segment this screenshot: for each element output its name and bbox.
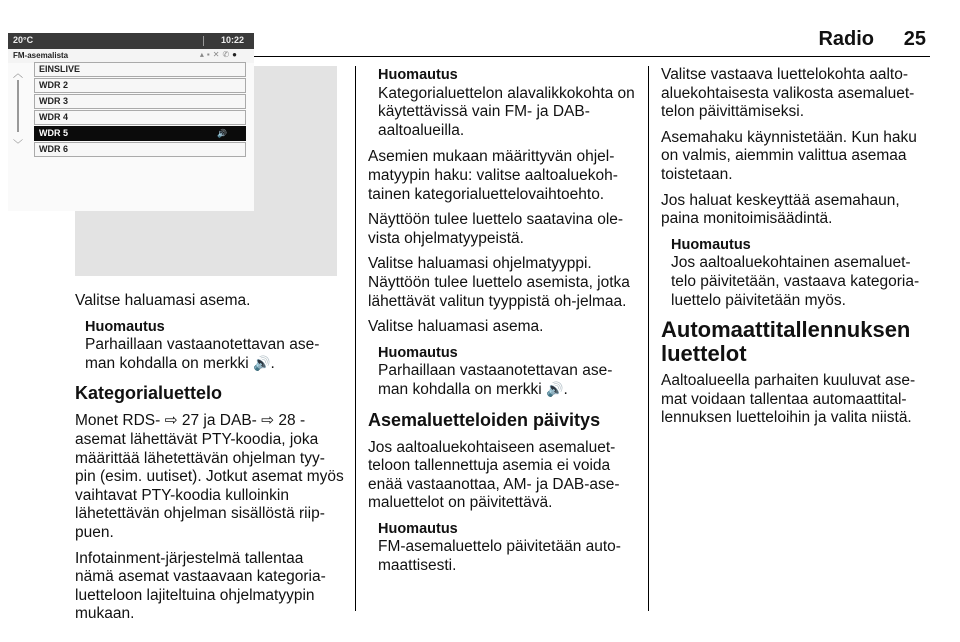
station-item[interactable]: EINSLIVE [34,62,246,77]
screen-status-icons [200,50,240,59]
main-heading: Automaattitallennuksen luettelot [661,317,911,367]
note-title: Huomautus [378,67,458,83]
chevron-down-icon[interactable]: ﹀ [13,140,23,151]
paragraph: Valitse vastaava luettelokohta aalto-aluekohtaisesta valikosta asemaluet-telon päivittämiseksi. [661,66,915,121]
paragraph: Valitse haluamasi ohjelmatyyppi. Näyttöön tulee luettelo asemista, jotka lähettävät valitun tyyppistä oh-jelmaa. [368,255,630,310]
section-heading: Kategorialuettelo [75,383,223,404]
screen-temperature: 20°C [13,35,34,45]
paragraph: Valitse haluamasi asema. [368,318,544,336]
signal-icon: ▴ [199,50,207,59]
paragraph: Aaltoalueella parhaiten kuuluvat ase-mat voidaan tallentaa automaattital-lennuksen luetteloihin ja valita niistä. [661,372,916,427]
screen-time: 10:22 [220,35,244,45]
speaker-icon: 🔊 [253,355,271,372]
column-3 [661,66,931,435]
note-text: Kategorialuettelon alavalikkokohta on käytettävissä vain FM- ja DAB-aaltoalueilla. [378,84,635,139]
paragraph: Monet RDS- ⇨ 27 ja DAB- ⇨ 28 -asemat lähettävät PTY-koodia, joka määrittää lähetettävän ohjelman tyy-pin (esim. uutiset). Jotkut asemat myös vaihtavat PTY-koodia kulloinkin lähetettävän ohjelman sisällöstä riip-puen. [75,412,344,541]
paragraph: Asemahaku käynnistetään. Kun haku on valmis, aiemmin valittua asemaa toistetaan. [661,128,917,183]
chevron-up-icon[interactable]: ︿ [13,69,23,80]
note-title: Huomautus [671,236,751,253]
section-title: Radio [818,28,874,50]
paragraph: Jos aaltoaluekohtaiseen asemaluet-teloon tallennettuja asemia ei voida enää vastaanottaa, AM- ja DAB-ase-maluettelot on päivitettävä. [368,438,620,512]
status-separator [203,36,204,46]
note-box [368,344,636,400]
screen-status-bar [8,33,254,49]
station-item[interactable]: WDR 3 [34,94,246,109]
note-text: Parhaillaan vastaanotettavan ase-man kohdalla on merkki 🔊. [85,336,320,372]
mute-icon: ✕ [212,50,223,59]
speaker-icon: 🔊 [546,381,564,398]
note-text: Jos aaltoaluekohtainen asemaluet-telo päivitetään, vastaava kategoria-luettelo päivitetään myös. [671,254,920,309]
page-number: 25 [903,28,926,50]
column-2 [368,66,636,584]
note-text: FM-asemaluettelo päivitetään auto-maattisesti. [378,538,621,575]
note-box [368,520,636,576]
note-text: Parhaillaan vastaanotettavan ase-man kohdalla on merkki 🔊. [378,362,613,398]
station-item[interactable]: WDR 4 [34,110,246,125]
note-title: Huomautus [85,318,165,335]
section-heading: Asemaluetteloiden päivitys [368,409,601,430]
paragraph: Näyttöön tulee luettelo saatavina ole-vista ohjelmatyypeistä. [368,211,624,247]
screen-list-title: FM-asemalista [13,51,69,60]
paragraph: Infotainment-järjestelmä tallentaa nämä asemat vastaavaan kategoria-luetteloon lajiteltuina ohjelmatyypin mukaan. [75,549,326,623]
paragraph: Jos haluat keskeyttää asemahaun, paina monitoimisäädintä. [661,191,900,228]
column-divider-1 [355,66,356,611]
list-scrollbar[interactable] [17,80,19,132]
note-box [368,66,636,140]
note-title: Huomautus [378,520,458,537]
screen-title-bar [8,49,254,63]
station-item[interactable]: WDR 2 [34,78,246,93]
note-title: Huomautus [378,344,458,361]
tp-icon: ▪ [206,50,213,59]
note-box [661,236,931,310]
speaker-icon: 🔊 [217,129,227,138]
station-list [34,62,246,158]
paragraph: Valitse haluamasi asema. [75,292,251,309]
settings-icon: ● [232,50,240,59]
paragraph: Asemien mukaan määrittyvän ohjel-matyypin haku: valitse aaltoaluekoh-tainen kategorialuettelovaihtoehto. [368,148,618,203]
station-item[interactable]: WDR 6 [34,142,246,157]
station-item-selected[interactable]: WDR 5 🔊 [34,126,246,141]
column-1 [75,292,345,631]
phone-icon: ✆ [222,50,233,59]
note-box [75,318,345,374]
column-divider-2 [648,66,649,611]
